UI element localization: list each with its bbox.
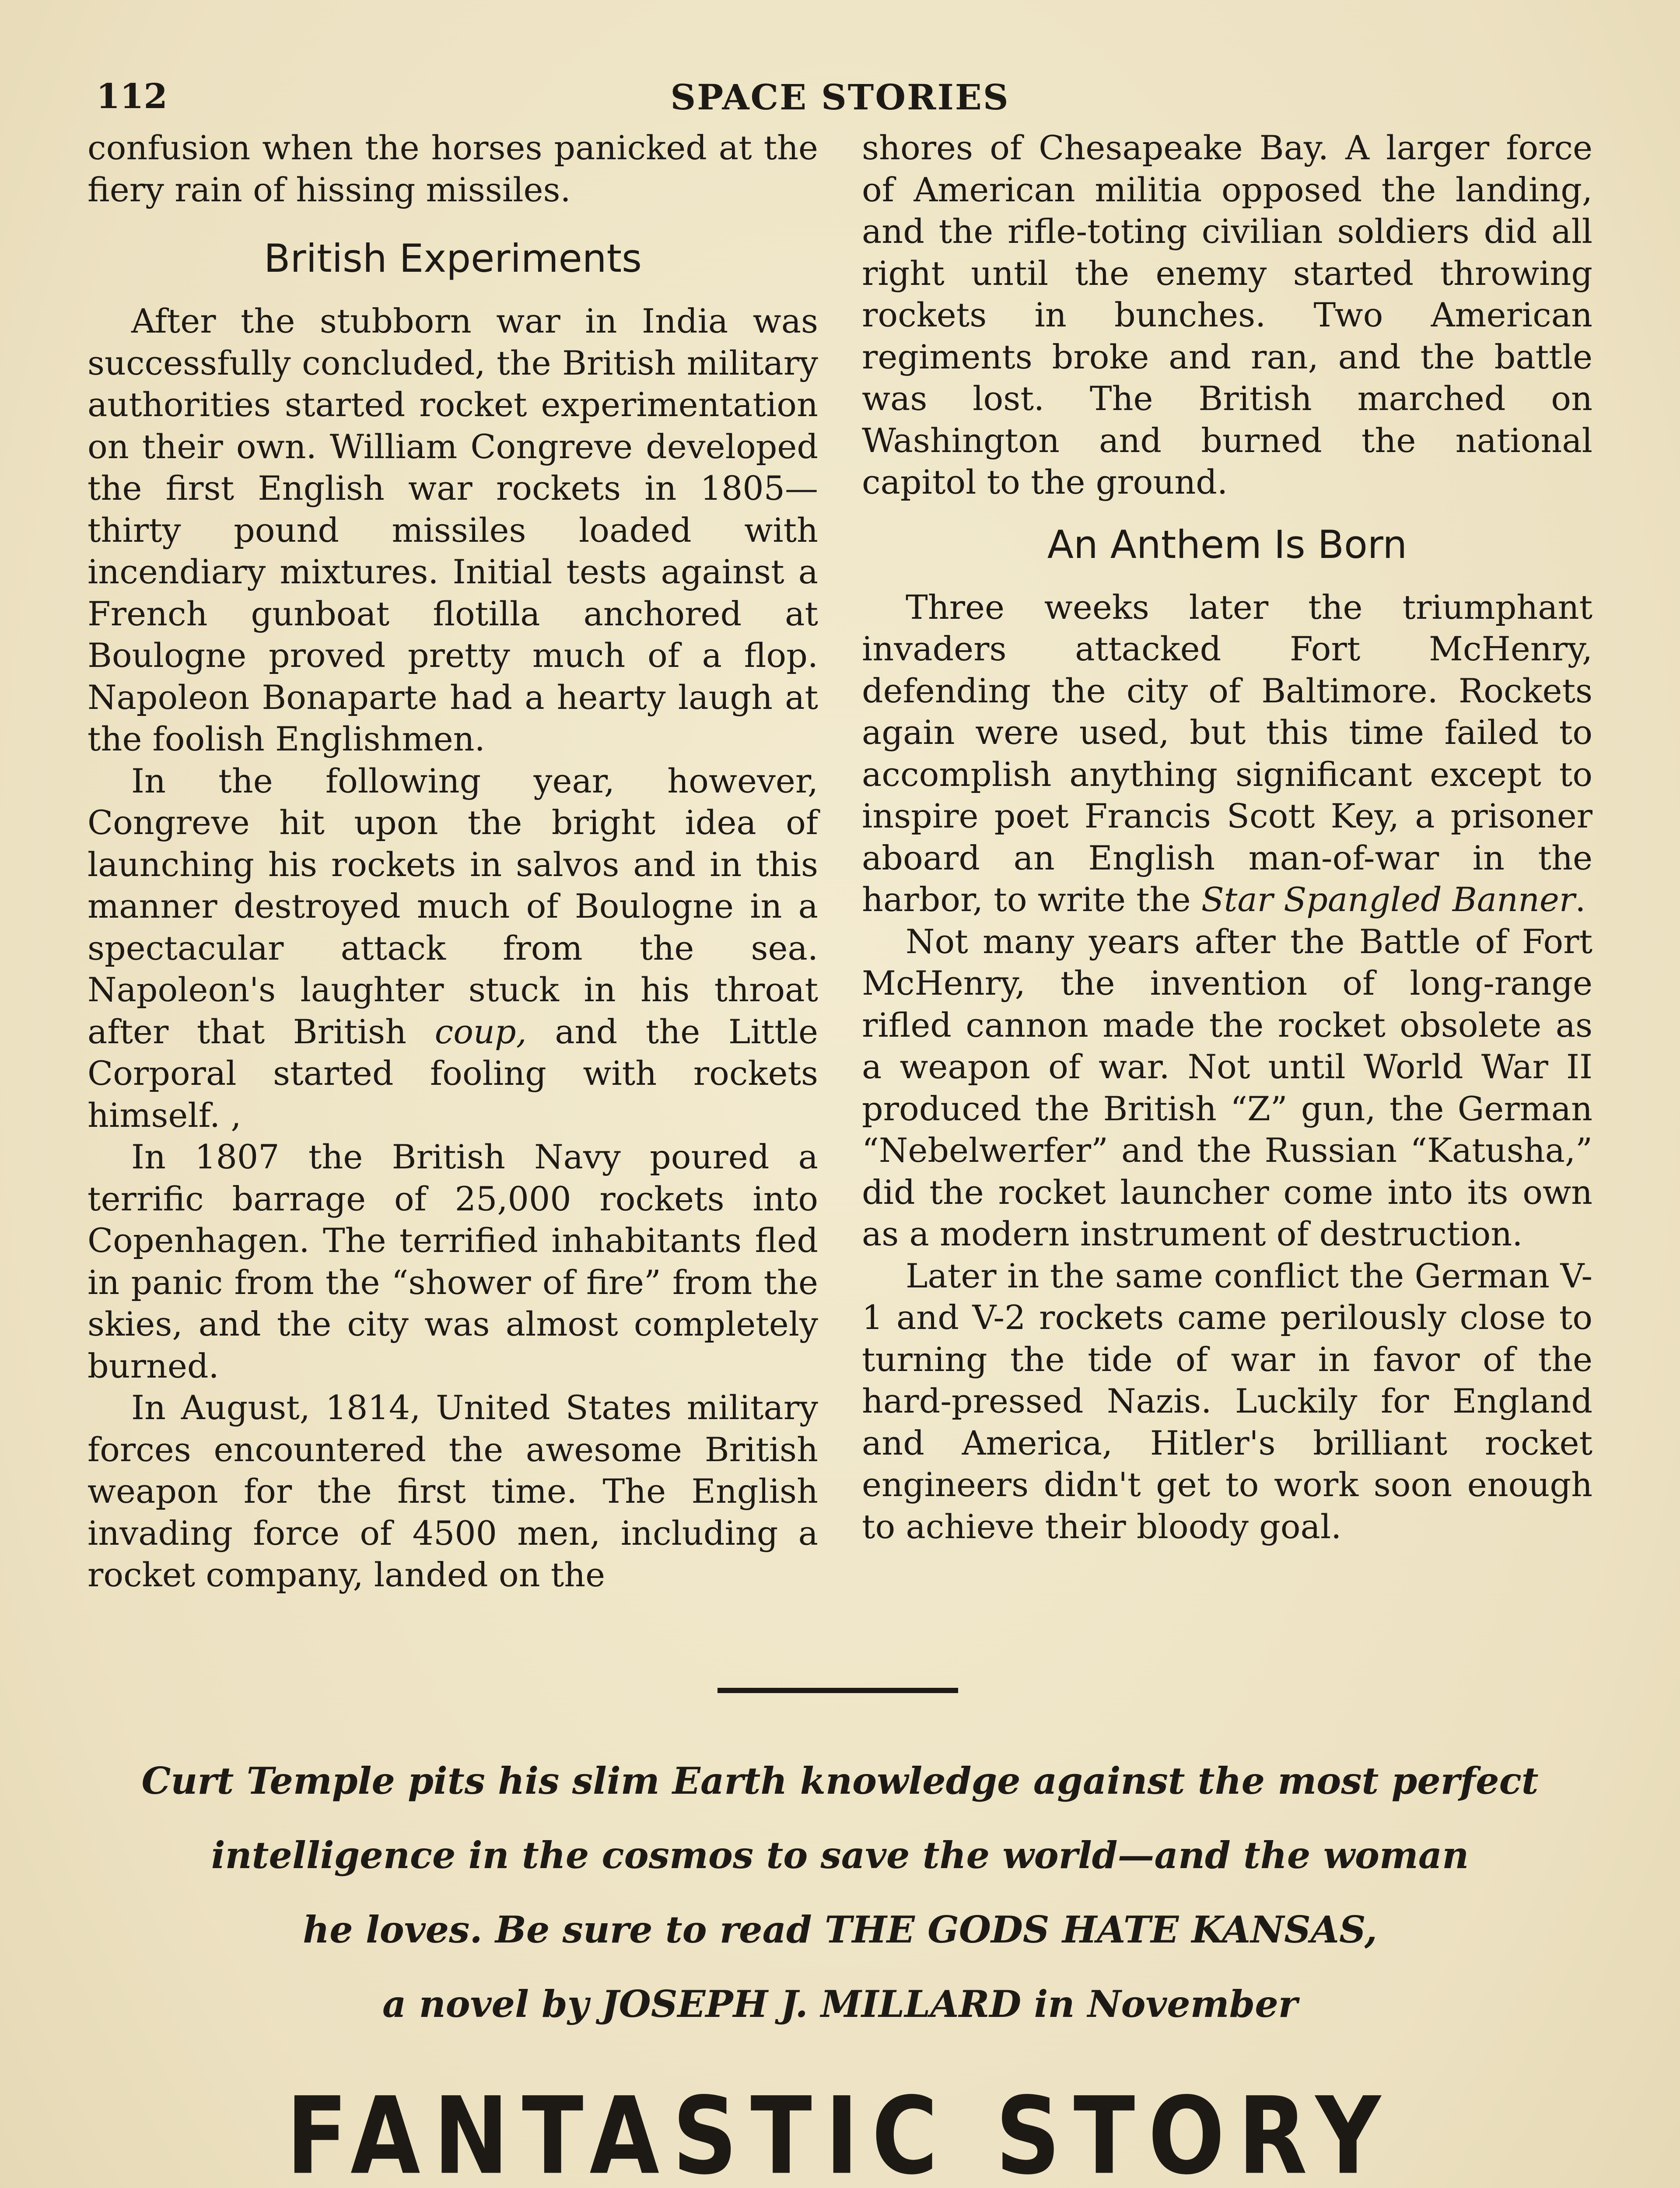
paragraph: After the stubborn war in India was successfully concluded, the British military authorities started rocket experimentation on their own. William Congreve developed the first English war rockets in 1805—thirty pound missiles loaded with incendiary mixtures. Initial tests against a French gunboat flotilla anchored at Boulogne proved pretty much of a flop. Napoleon Bonaparte had a hearty laugh at the foolish Englishmen. — [88, 302, 818, 758]
promo-line: intelligence in the cosmos to save the world—and the woman — [211, 1834, 1469, 1877]
paragraph: Not many years after the Battle of Fort McHenry, the invention of long-range rifled cannon made the rocket obsolete as a weapon of war. Not until World War II produced the British “Z” gun, the German “Nebelwerfer” and the Russian “Katusha,” did the rocket launcher come into its own as a modern instrument of destruction. — [862, 922, 1592, 1253]
running-head: SPACE STORIES — [670, 77, 1010, 118]
paragraph: shores of Chesapeake Bay. A larger force of American militia opposed the landing, and the rifle-toting civilian soldiers did all right until the enemy started throwing rockets in bunches. Two American regiments broke and ran, and the battle was lost. The British marched on Washington and burned the national capitol to the ground. — [862, 128, 1592, 501]
promo-line: he loves. Be sure to read THE GODS HATE KANSAS, — [303, 1908, 1377, 1951]
magazine-name: FANTASTIC STORY — [286, 2074, 1394, 2188]
section-heading: An Anthem Is Born — [1047, 522, 1407, 567]
paragraph-text: In the following year, however, Congreve hit upon the bright idea of launching his rockets in salvos and in this manner destroyed much of Boulogne in a spectacular attack from the sea. Napoleon's laughter stuck in his throat after that British — [88, 761, 818, 1051]
promo-line: a novel by JOSEPH J. MILLARD in November — [382, 1982, 1298, 2026]
left-column — [88, 127, 818, 1596]
italic-text: Star Spangled Banner — [1201, 880, 1575, 919]
paragraph: Later in the same conflict the German V-1 and V-2 rockets came perilously close to turning the tide of war in favor of the hard-pressed Nazis. Luckily for England and America, Hitler's brilliant rocket engineers didn't get to work soon enough to achieve their bloody goal. — [862, 1256, 1592, 1546]
page-number: 112 — [96, 77, 168, 116]
promo-line: Curt Temple pits his slim Earth knowledge against the most perfect — [141, 1759, 1539, 1802]
italic-text: coup, — [434, 1012, 527, 1051]
right-column — [862, 127, 1592, 1547]
divider-rule — [718, 1688, 958, 1693]
page-header — [88, 77, 1592, 125]
paragraph-text: . — [1575, 880, 1586, 919]
section-heading: British Experiments — [264, 236, 642, 281]
paragraph: In August, 1814, United States military forces encountered the awesome British weapon for the first time. The English invading force of 4500 men, including a rocket company, landed on the — [88, 1388, 818, 1594]
paragraph: confusion when the horses panicked at the fiery rain of hissing missiles. — [88, 128, 818, 209]
paragraph-text: Three weeks later the triumphant invaders attacked Fort McHenry, defending the city of Baltimore. Rockets again were used, but this time failed to accomplish anything significant except to inspire poet Francis Scott Key, a prisoner aboard an English man-of-war in the harbor, to write the — [862, 587, 1592, 919]
promo-blurb — [88, 1744, 1592, 2041]
paragraph — [862, 586, 1592, 921]
paragraph: In 1807 the British Navy poured a terrific barrage of 25,000 rockets into Copenhagen. The terrified inhabitants fled in panic from the “shower of fire” from the skies, and the city was almost completely burned. — [88, 1137, 818, 1385]
paragraph — [88, 760, 818, 1136]
paragraph-text: and the Little Corporal started fooling with rockets himself. , — [88, 1012, 818, 1135]
